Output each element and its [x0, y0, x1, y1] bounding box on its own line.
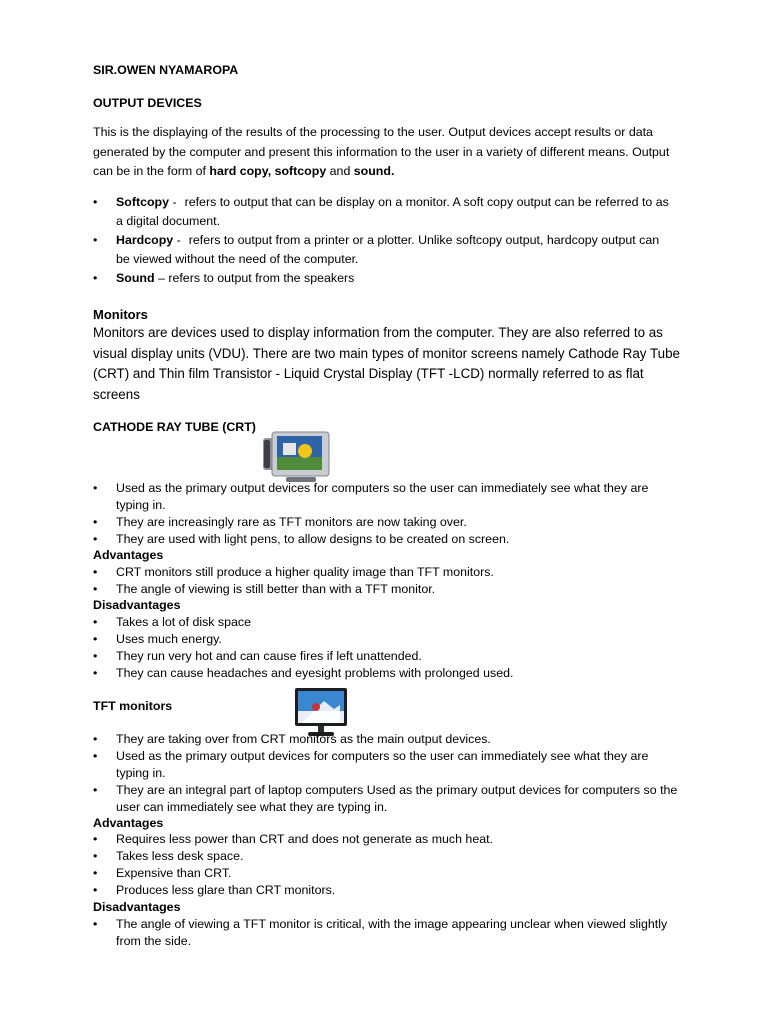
list-item: • They can cause headaches and eyesight problems with prolonged used. [93, 665, 683, 682]
crt-heading: CATHODE RAY TUBE (CRT) [93, 420, 256, 434]
list-item: • Used as the primary output devices for computers so the user can immediately see what they are typing in. [93, 748, 683, 782]
output-forms-list [116, 193, 676, 288]
list-item: • Uses much energy. [93, 631, 683, 648]
list-item: • Expensive than CRT. [93, 865, 683, 882]
tft-advantages-list [93, 831, 683, 899]
list-item: • They are increasingly rare as TFT monitors are now taking over. [93, 514, 683, 531]
list-item: • Used as the primary output devices for computers so the user can immediately see what they are typing in. [93, 480, 683, 514]
crt-points-list [93, 480, 683, 548]
list-item: • CRT monitors still produce a higher quality image than TFT monitors. [93, 564, 683, 581]
tft-heading: TFT monitors [93, 699, 173, 713]
list-item: • Takes a lot of disk space [93, 614, 683, 631]
heading-output-devices: OUTPUT DEVICES [93, 96, 202, 110]
list-item: • They run very hot and can cause fires if left unattended. [93, 648, 683, 665]
list-item: • The angle of viewing is still better than with a TFT monitor. [93, 581, 683, 598]
list-item: • Takes less desk space. [93, 848, 683, 865]
monitors-heading: Monitors [93, 307, 148, 322]
list-item: • They are an integral part of laptop computers Used as the primary output devices for computers so the user can immediately see what they are typing in. [93, 782, 683, 816]
crt-advantages-list [93, 564, 683, 598]
list-item: • They are used with light pens, to allow designs to be created on screen. [93, 531, 683, 548]
list-item: • They are taking over from CRT monitors as the main output devices. [93, 731, 683, 748]
list-item: • Requires less power than CRT and does not generate as much heat. [93, 831, 683, 848]
author-name: SIR.OWEN NYAMAROPA [93, 63, 239, 77]
list-item: • Hardcopy - refers to output from a printer or a plotter. Unlike softcopy output, hardcopy output can be viewed without the need of the computer. [116, 231, 676, 269]
tft-advantages-label: Advantages [93, 816, 164, 830]
tft-disadvantages-label: Disadvantages [93, 900, 181, 914]
list-item: • Sound – refers to output from the speakers [116, 269, 676, 288]
crt-monitor-icon [262, 431, 330, 483]
list-item: • Softcopy - refers to output that can be display on a monitor. A soft copy output can be referred to as a digital document. [116, 193, 676, 231]
crt-disadvantages-list [93, 614, 683, 682]
list-item: • Produces less glare than CRT monitors. [93, 882, 683, 899]
intro-paragraph: This is the displaying of the results of the processing to the user. Output devices accept results or data generated by the computer and present this information to the user in a variety of different means. Output can be in the form of hard copy, softcopy and sound. [93, 125, 670, 178]
crt-disadvantages-label: Disadvantages [93, 598, 181, 612]
tft-disadvantages-list [93, 916, 683, 950]
monitors-paragraph: Monitors are devices used to display information from the computer. They are also referred to as visual display units (VDU). There are two main types of monitor screens namely Cathode Ray Tube (CRT) and Thin film Transistor - Liquid Crystal Display (TFT -LCD) normally referred to as flat screens [93, 325, 680, 402]
tft-monitor-icon [294, 687, 348, 737]
tft-points-list [93, 731, 683, 816]
list-item: • The angle of viewing a TFT monitor is critical, with the image appearing unclear when viewed slightly from the side. [93, 916, 683, 950]
crt-advantages-label: Advantages [93, 548, 164, 562]
